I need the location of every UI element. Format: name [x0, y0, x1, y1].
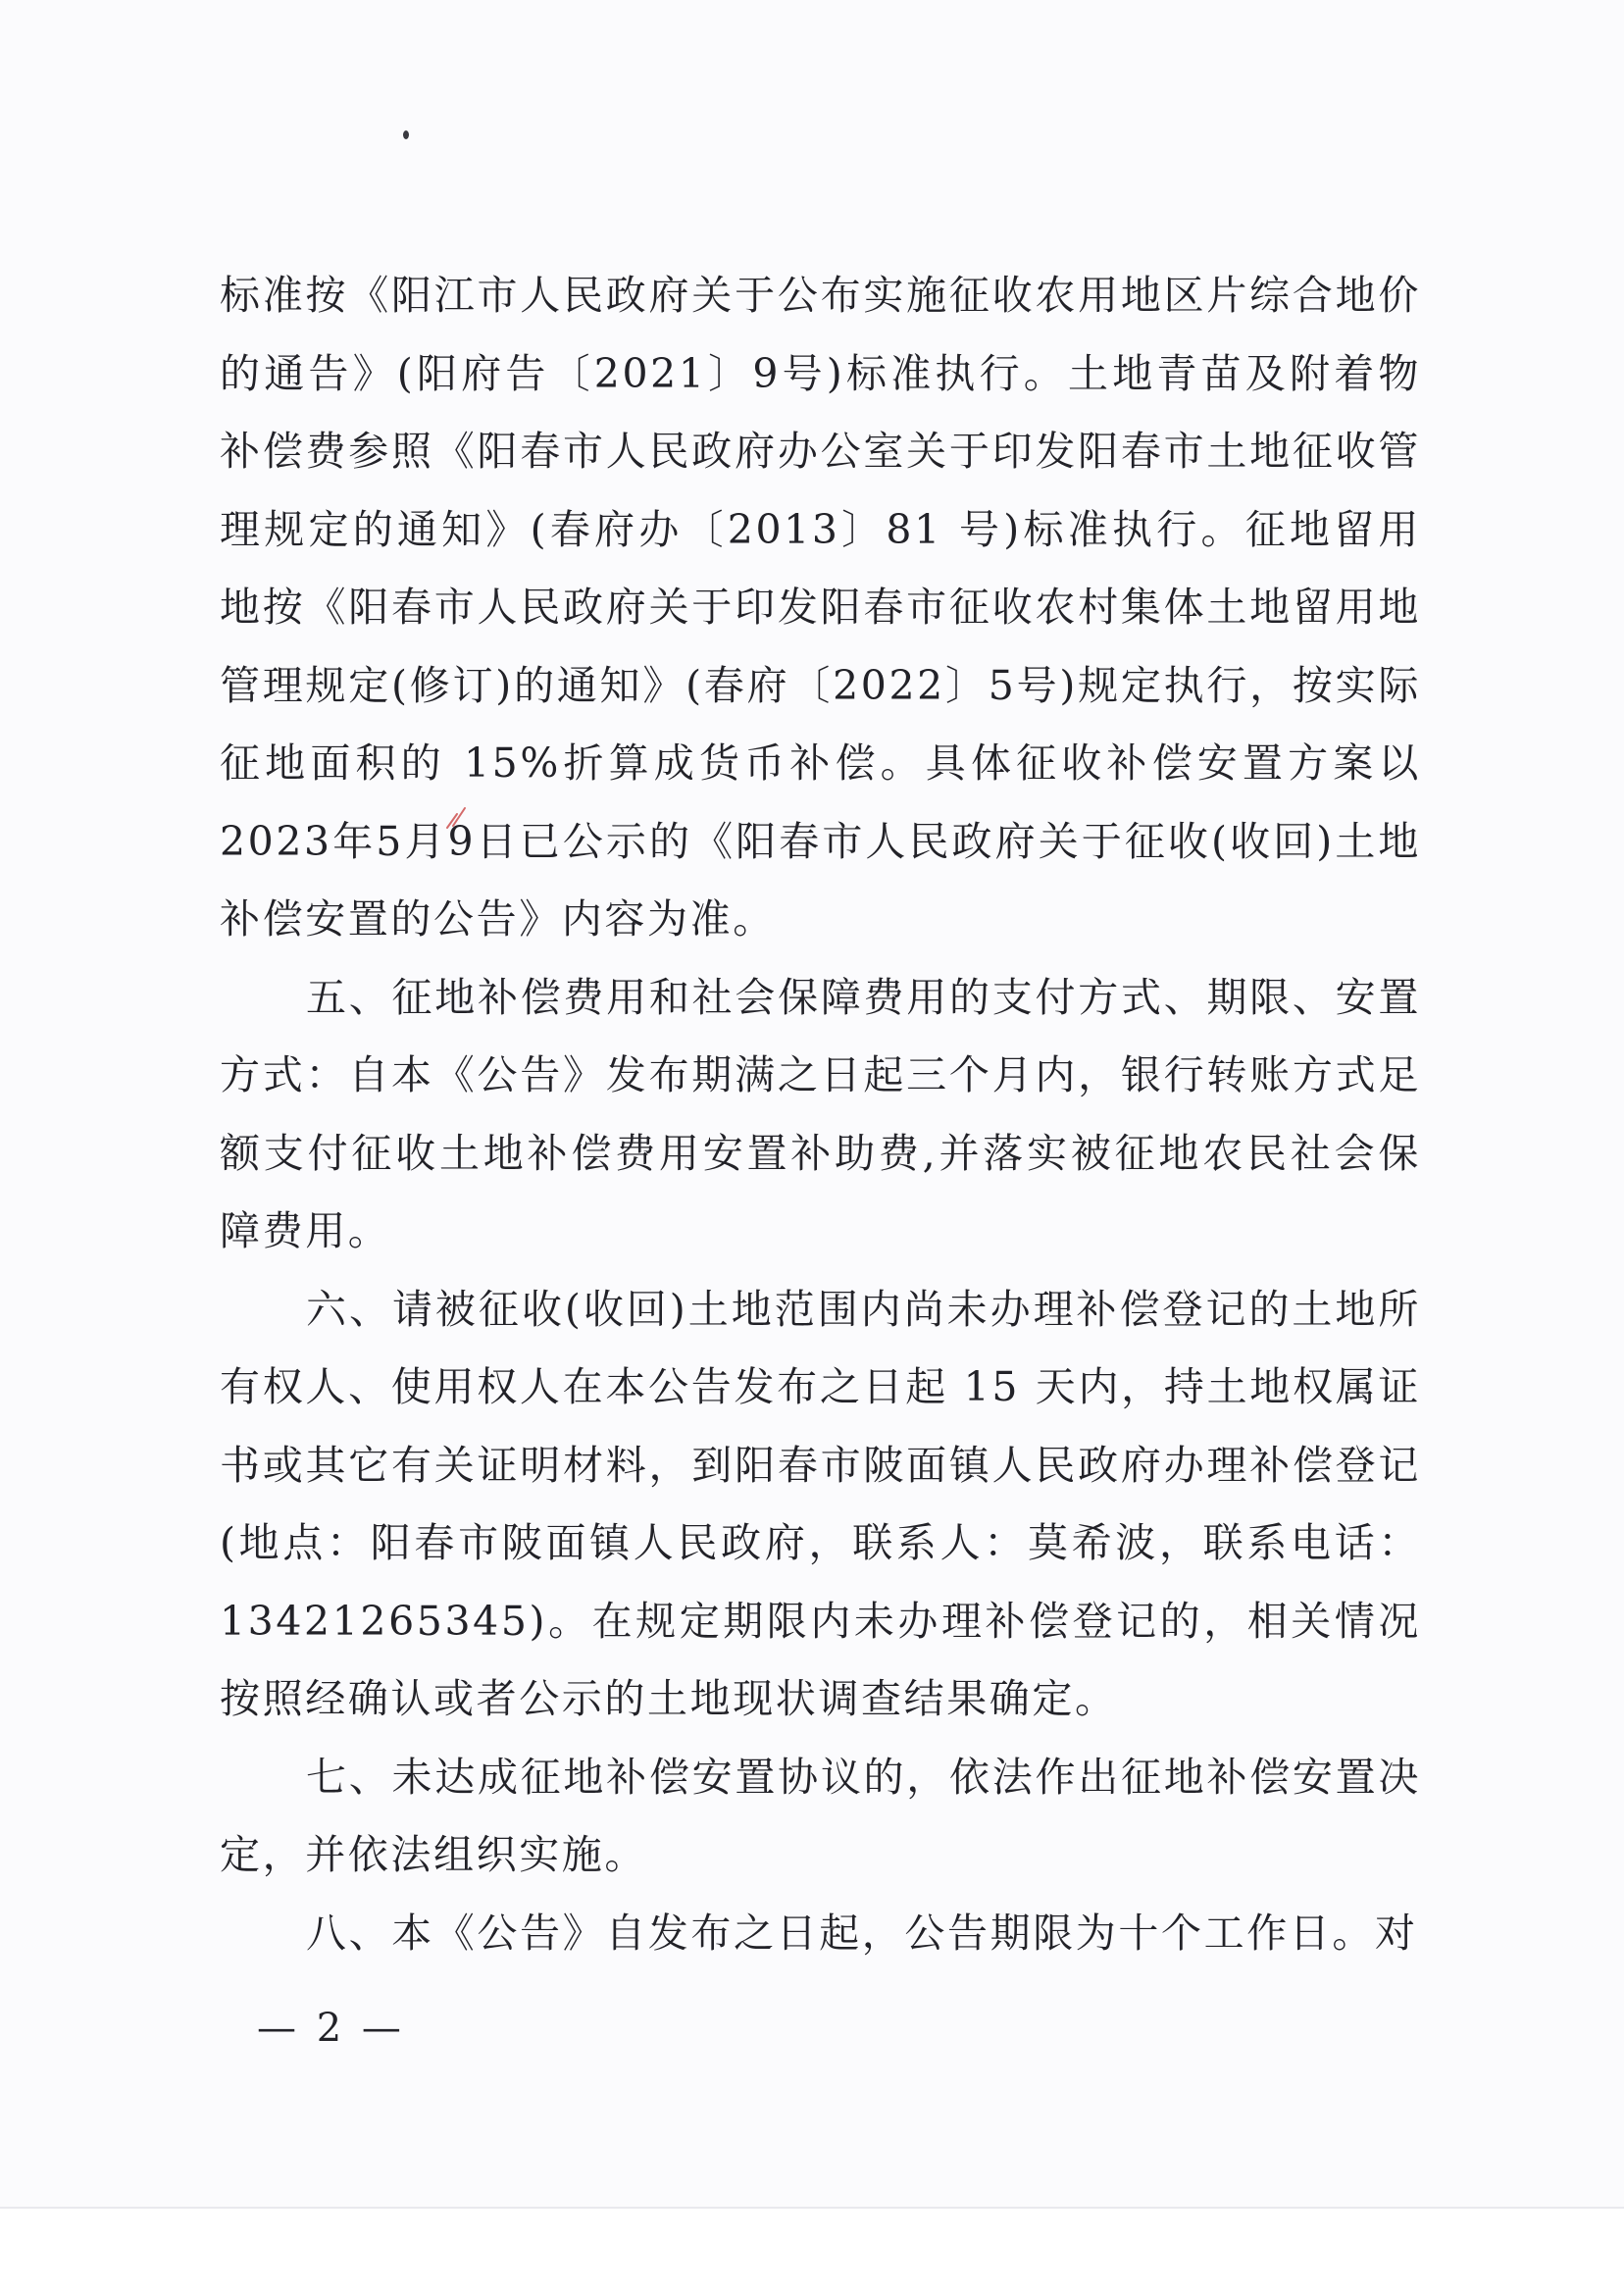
document-body: [220, 257, 1421, 1972]
pen-mark-icon: [443, 804, 469, 832]
scan-margin: [0, 2207, 1624, 2293]
paragraph-section-8: 八、本《公告》自发布之日起，公告期限为十个工作日。对: [306, 1909, 1418, 1957]
scan-speck: [403, 130, 409, 139]
paragraph-section-6: 六、请被征收(收回)土地范围内尚未办理补偿登记的土地所有权人、使用权人在本公告发布之日起 15 天内，持土地权属证书或其它有关证明材料，到阳春市陂面镇人民政府办理补偿登记(地点：阳春市陂面镇人民政府，联系人：莫希波，联系电话：13421265345)。在规定期限内未办理补偿登记的，相关情况按照经确认或者公示的土地现状调查结果确定。: [220, 1285, 1421, 1722]
paragraph-section-7: 七、未达成征地补偿安置协议的，依法作出征地补偿安置决定，并依法组织实施。: [220, 1753, 1421, 1878]
paragraph-section-5: 五、征地补偿费用和社会保障费用的支付方式、期限、安置方式：自本《公告》发布期满之日起三个月内，银行转账方式足额支付征收土地补偿费用安置补助费,并落实被征地农民社会保障费用。: [220, 973, 1421, 1254]
paragraph-compensation-standards: 标准按《阳江市人民政府关于公布实施征收农用地区片综合地价的通告》(阳府告〔2021〕9号)标准执行。土地青苗及附着物补偿费参照《阳春市人民政府办公室关于印发阳春市土地征收管理规定的通知》(春府办〔2013〕81 号)标准执行。征地留用地按《阳春市人民政府关于印发阳春市征收农村集体土地留用地管理规定(修订)的通知》(春府〔2022〕5号)规定执行，按实际征地面积的 15%折算成货币补偿。具体征收补偿安置方案以 2023年5月9日已公示的《阳春市人民政府关于征收(收回)土地补偿安置的公告》内容为准。: [220, 272, 1421, 943]
page-number: — 2 —: [257, 2006, 405, 2051]
